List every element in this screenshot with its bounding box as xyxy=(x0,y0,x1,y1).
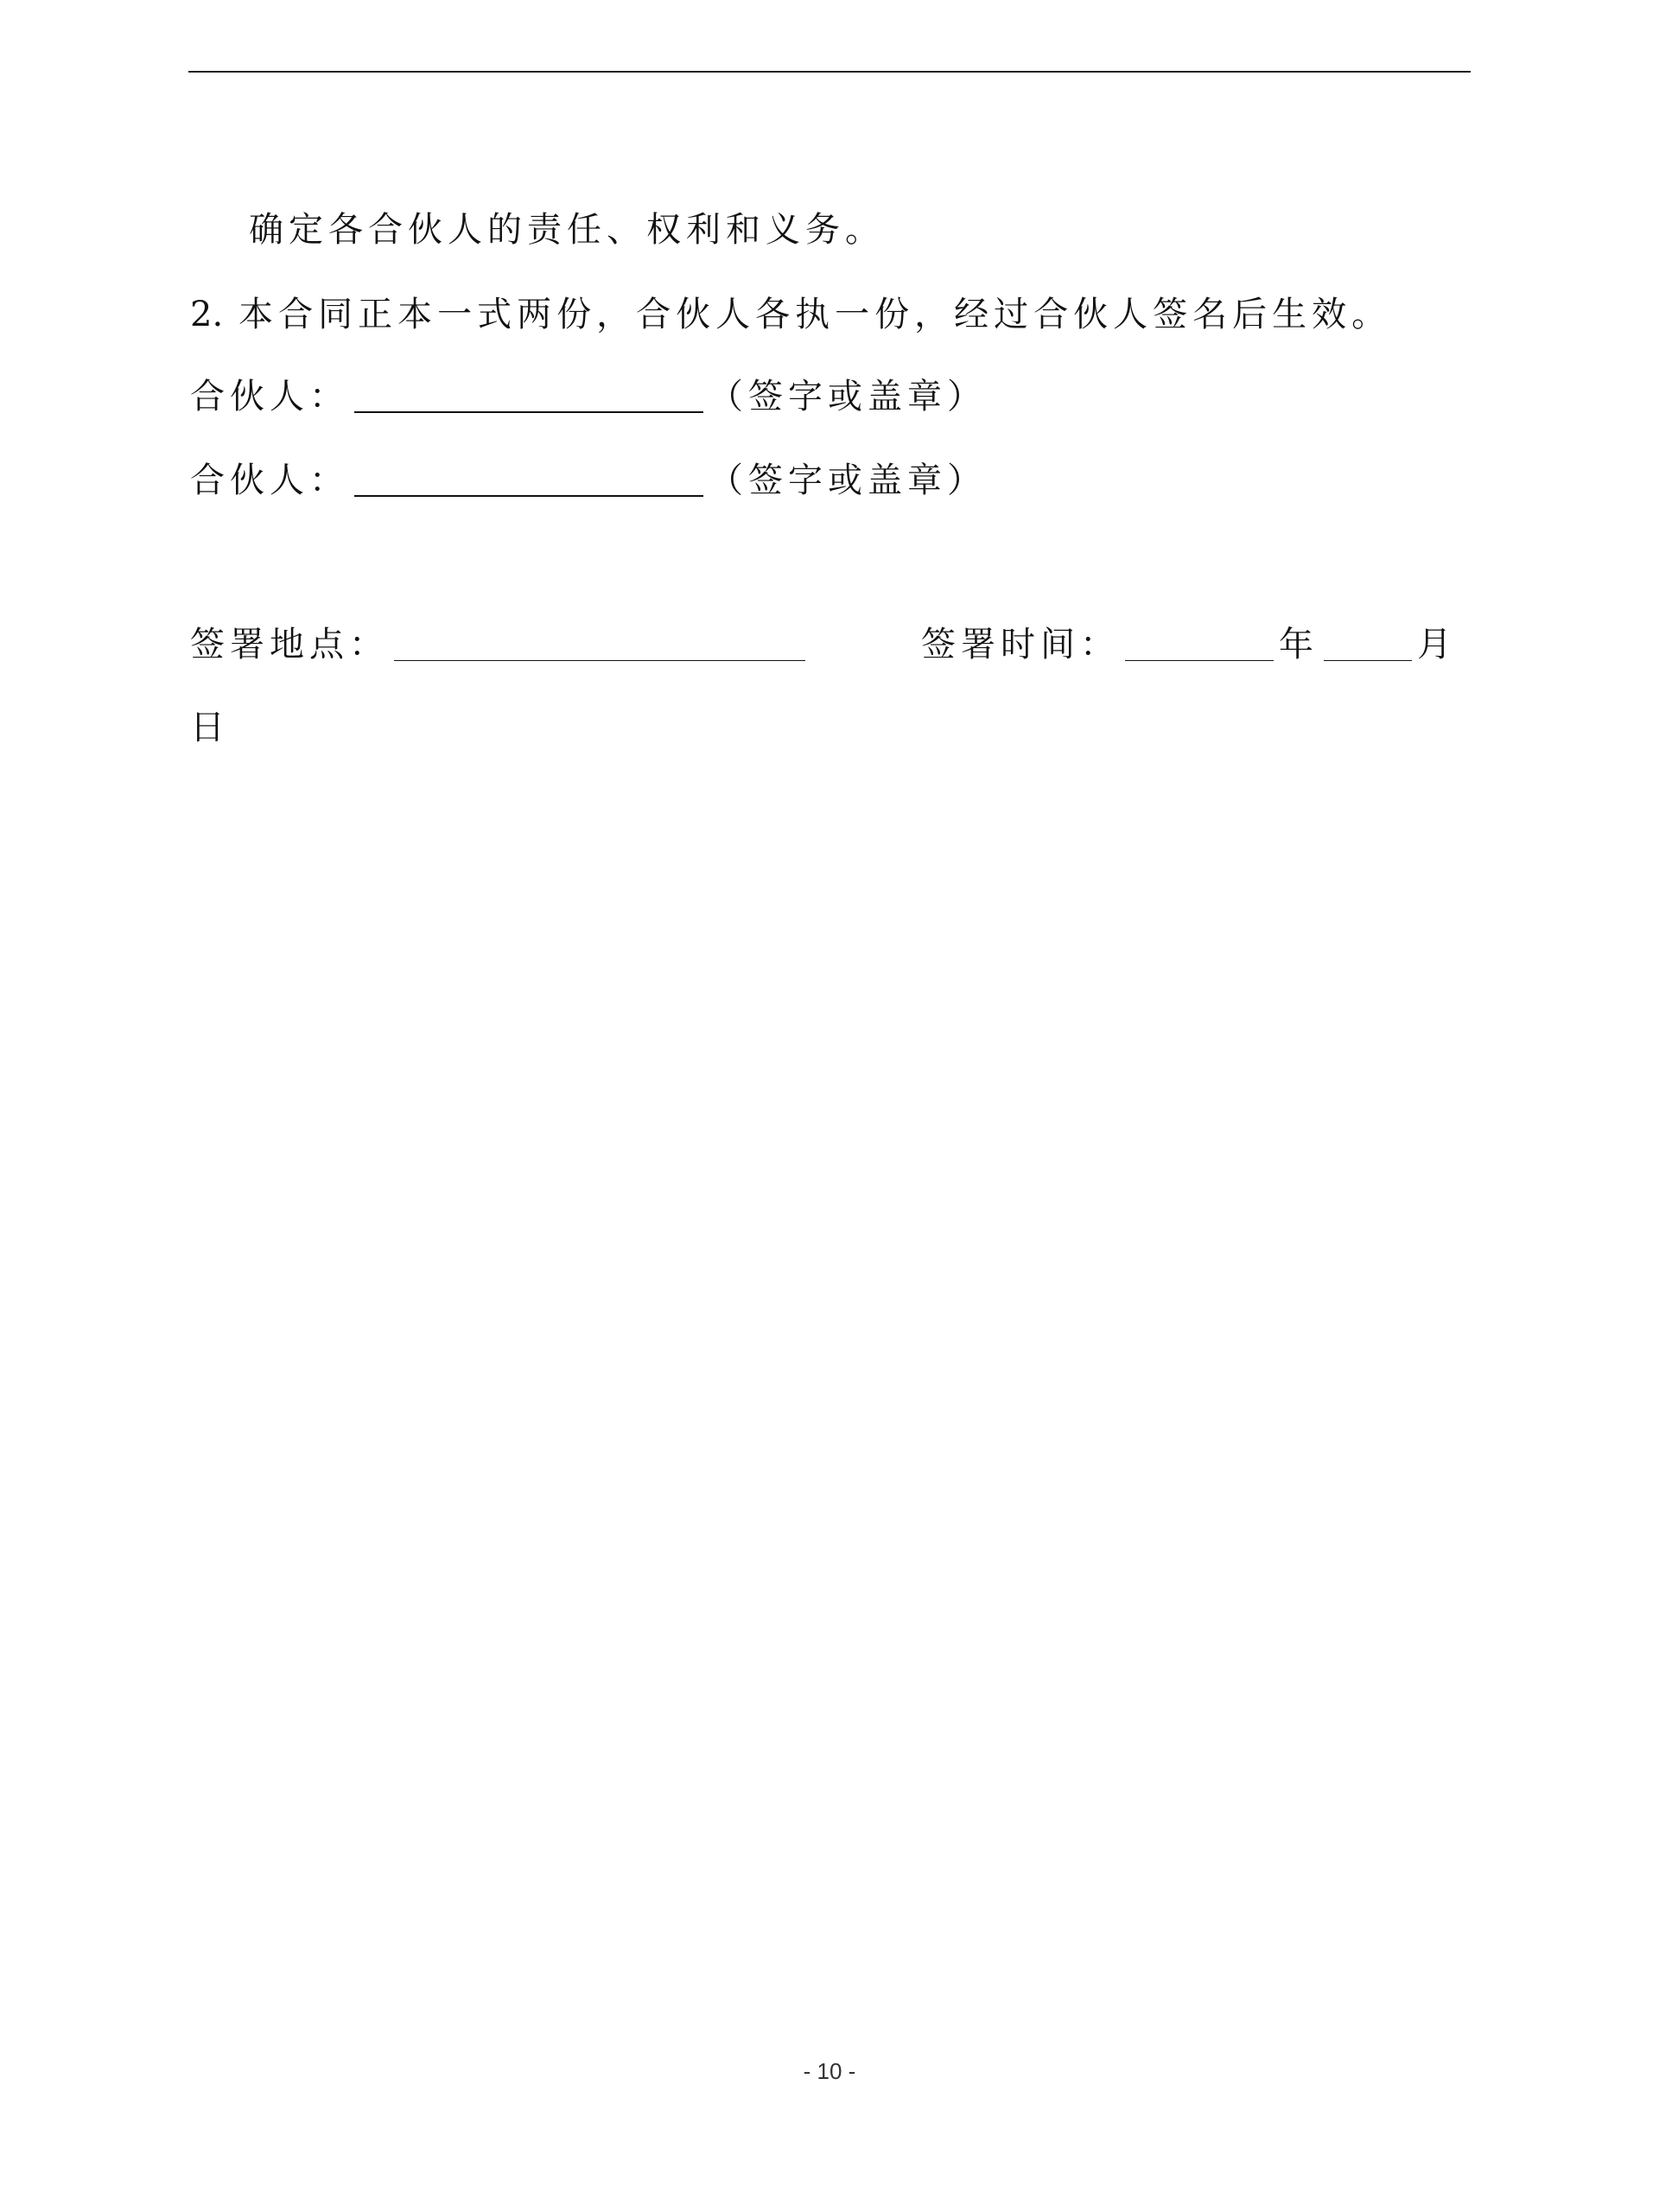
month-label: 月 xyxy=(1417,625,1457,664)
partner-label: 合伙人： xyxy=(190,377,349,416)
header-rule xyxy=(188,71,1471,73)
signing-place-label: 签署地点： xyxy=(190,625,389,664)
signing-year-field[interactable] xyxy=(1125,629,1274,661)
paragraph-line-1 xyxy=(249,209,885,251)
partner-suffix: （签字或盖章） xyxy=(709,461,987,500)
clause-2 xyxy=(190,294,1391,335)
partner-signature-field[interactable] xyxy=(354,464,703,497)
signing-place-field[interactable] xyxy=(394,629,805,661)
partner-signature-line-2 xyxy=(190,460,987,501)
signing-time-label: 签署时间： xyxy=(921,625,1120,664)
paragraph-text: 确定各合伙人的责任、权利和义务。 xyxy=(249,210,885,250)
signing-time-line xyxy=(921,624,1457,665)
year-label: 年 xyxy=(1279,625,1319,664)
partner-suffix: （签字或盖章） xyxy=(709,377,987,416)
clause-number: 2. xyxy=(190,295,224,334)
page-number: - 10 - xyxy=(803,2058,856,2084)
partner-signature-field[interactable] xyxy=(354,380,703,413)
clause-text: 本合同正本一式两份，合伙人各执一份，经过合伙人签名后生效。 xyxy=(238,295,1392,334)
signing-month-field[interactable] xyxy=(1324,629,1412,661)
signing-place-line xyxy=(190,624,810,665)
partner-label: 合伙人： xyxy=(190,461,349,500)
partner-signature-line-1 xyxy=(190,376,987,417)
signing-day-line xyxy=(190,707,230,748)
day-label: 日 xyxy=(190,708,230,747)
